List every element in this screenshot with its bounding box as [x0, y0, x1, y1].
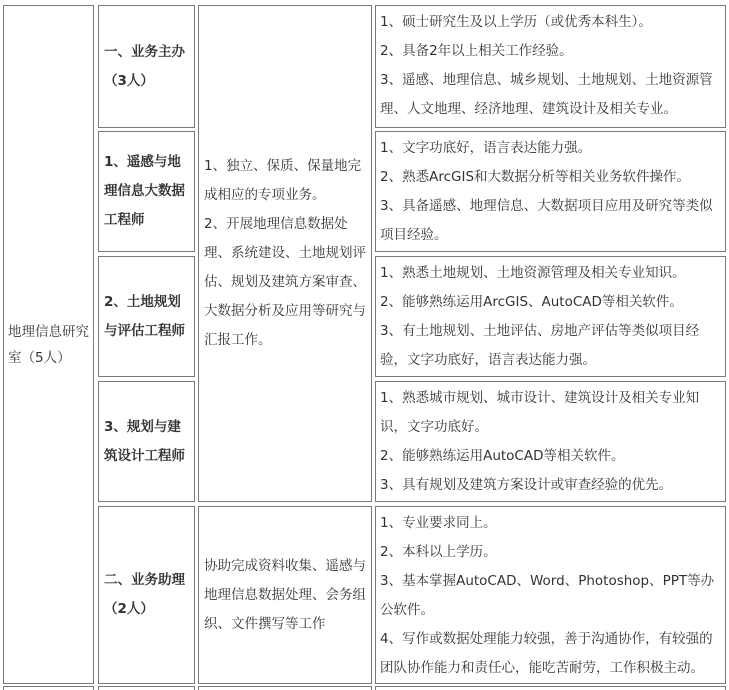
- requirements-cell: [375, 381, 726, 502]
- requirement-item: 1、熟悉城市规划、城市设计、建筑设计及相关专业知识，文字功底好。: [380, 390, 700, 435]
- requirements-cell: [375, 5, 726, 128]
- position-count: （2人）: [104, 601, 154, 617]
- requirement-item: 2、本科以上学历。: [380, 544, 497, 560]
- requirement-item: 2、具备2年以上相关工作经验。: [380, 43, 573, 59]
- position-title: 1、遥感与地理信息大数据工程师: [104, 154, 185, 228]
- department-label: 地理信息研究室（5人）: [8, 323, 89, 366]
- position-count: （3人）: [104, 72, 154, 89]
- requirement-item: 3、遥感、地理信息、城乡规划、土地规划、土地资源管理、人文地理、经济地理、建筑设计及相关专业。: [380, 72, 713, 117]
- duty-item: 2、开展地理信息数据处理、系统建设、土地规划评估、规划及建筑方案审查、大数据分析及应用等研究与汇报工作。: [204, 216, 366, 348]
- duties-cell: [198, 5, 372, 502]
- position-cell: [98, 131, 195, 252]
- requirement-item: 2、能够熟练运用AutoCAD等相关软件。: [380, 448, 625, 464]
- requirements-cell: [375, 506, 726, 684]
- duty-item: 协助完成资料收集、遥感与地理信息数据处理、会务组织、文件撰写等工作: [204, 557, 366, 632]
- requirement-item: 1、熟悉土地规划、土地资源管理及相关专业知识。: [380, 265, 686, 281]
- requirement-item: 1、文字功底好，语言表达能力强。: [380, 140, 592, 156]
- position-cell: [98, 5, 195, 128]
- position-title: 一、业务主办: [104, 43, 185, 60]
- position-cell: [98, 381, 195, 502]
- requirement-item: 3、具有规划及建筑方案设计或审查经验的优先。: [380, 477, 673, 493]
- department-cell: [3, 5, 94, 684]
- requirement-item: 1、硕士研究生及以上学历（或优秀本科生）。: [380, 14, 652, 30]
- requirement-item: 4、写作或数据处理能力较强，善于沟通协作，有较强的团队协作能力和责任心，能吃苦耐劳，工作积极主动。: [380, 631, 713, 676]
- position-cell: [98, 506, 195, 684]
- requirement-item: 2、熟悉ArcGIS和大数据分析等相关业务软件操作。: [380, 169, 691, 185]
- next-row-border: [0, 686, 729, 690]
- duty-item: 1、独立、保质、保量地完成相应的专项业务。: [204, 158, 362, 203]
- position-title: 3、规划与建筑设计工程师: [104, 418, 185, 464]
- requirements-cell: [375, 256, 726, 377]
- position-title: 2、土地规划与评估工程师: [104, 293, 185, 339]
- position-title: 二、业务助理: [104, 572, 185, 588]
- requirement-item: 1、专业要求同上。: [380, 515, 497, 531]
- requirement-item: 3、基本掌握AutoCAD、Word、Photoshop、PPT等办公软件。: [380, 573, 715, 618]
- duties-cell: [198, 506, 372, 684]
- requirement-item: 3、有土地规划、土地评估、房地产评估等类似项目经验，文字功底好，语言表达能力强。: [380, 323, 700, 368]
- requirement-item: 2、能够熟练运用ArcGIS、AutoCAD等相关软件。: [380, 294, 683, 310]
- position-cell: [98, 256, 195, 377]
- requirement-item: 3、具备遥感、地理信息、大数据项目应用及研究等类似项目经验。: [380, 198, 713, 243]
- requirements-cell: [375, 131, 726, 252]
